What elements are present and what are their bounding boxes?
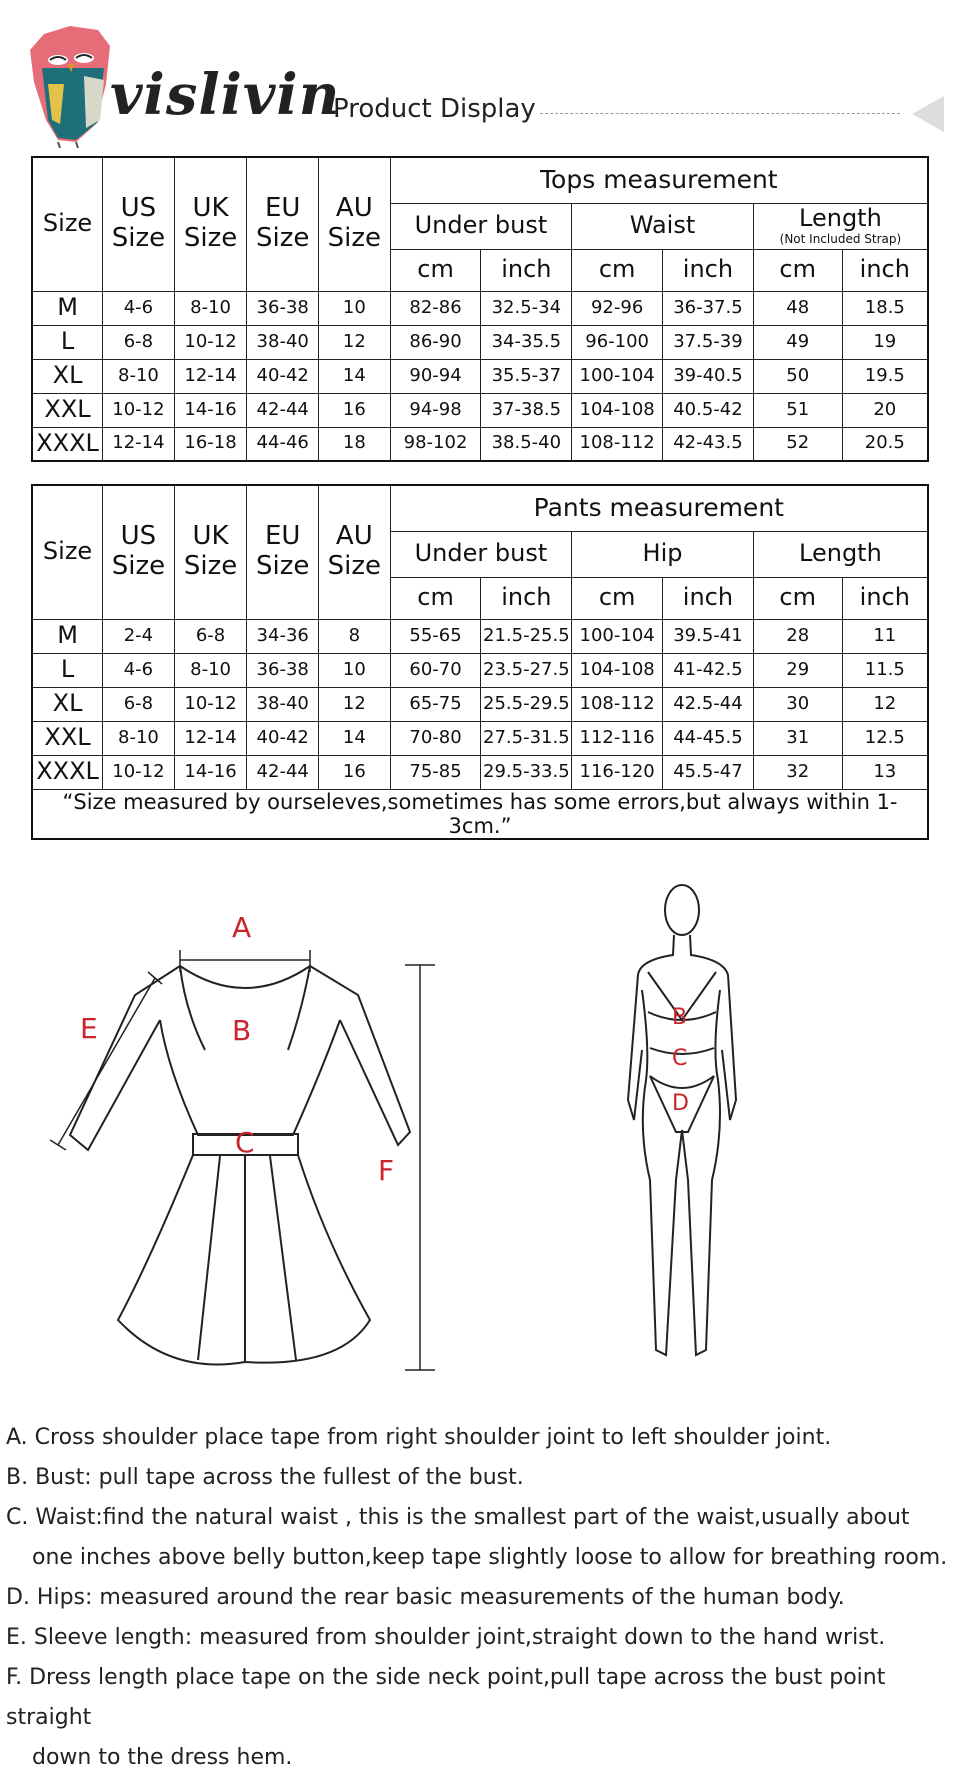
value-cell: 49 xyxy=(753,325,842,359)
value-cell: 37.5-39 xyxy=(663,325,754,359)
value-cell: 42-44 xyxy=(247,755,319,789)
dress-pleats xyxy=(198,1156,296,1362)
table-row xyxy=(32,653,928,687)
size-cell: M xyxy=(32,291,103,325)
value-cell: 11.5 xyxy=(842,653,928,687)
value-cell: 75-85 xyxy=(390,755,481,789)
value-cell: 19.5 xyxy=(842,359,928,393)
size-cell: XXXL xyxy=(32,755,103,789)
instruction-f: F. Dress length place tape on the side neck point,pull tape across the bust point straight xyxy=(6,1665,886,1730)
value-cell: 21.5-25.5 xyxy=(481,619,572,653)
value-cell: 27.5-31.5 xyxy=(481,721,572,755)
value-cell: 42-44 xyxy=(247,393,319,427)
us-size-header: US Size xyxy=(103,485,175,619)
value-cell: 42-43.5 xyxy=(663,427,754,461)
value-cell: 108-112 xyxy=(572,687,663,721)
value-cell: 100-104 xyxy=(572,619,663,653)
value-cell: 48 xyxy=(753,291,842,325)
value-cell: 12-14 xyxy=(174,359,247,393)
unit-cell: inch xyxy=(842,577,928,619)
value-cell: 11 xyxy=(842,619,928,653)
unit-cell: inch xyxy=(481,249,572,291)
pants-size-table xyxy=(31,484,929,840)
measure-e-line xyxy=(50,972,162,1150)
value-cell: 8 xyxy=(319,619,391,653)
size-cell: XL xyxy=(32,359,103,393)
value-cell: 10-12 xyxy=(103,755,175,789)
size-header: Size xyxy=(32,157,103,291)
value-cell: 12 xyxy=(319,325,391,359)
unit-cell: cm xyxy=(390,577,481,619)
value-cell: 10-12 xyxy=(103,393,175,427)
value-cell: 16-18 xyxy=(174,427,247,461)
value-cell: 28 xyxy=(753,619,842,653)
value-cell: 39.5-41 xyxy=(663,619,754,653)
value-cell: 16 xyxy=(319,755,391,789)
measure-a-line xyxy=(180,950,310,972)
size-cell: L xyxy=(32,325,103,359)
value-cell: 36-37.5 xyxy=(663,291,754,325)
body-diagram xyxy=(620,880,760,1400)
dress-diagram xyxy=(40,900,460,1380)
value-cell: 40.5-42 xyxy=(663,393,754,427)
dress-right-sleeve xyxy=(310,966,410,1145)
eu-size-header: EU Size xyxy=(247,157,319,291)
value-cell: 52 xyxy=(753,427,842,461)
value-cell: 90-94 xyxy=(390,359,481,393)
value-cell: 70-80 xyxy=(390,721,481,755)
eu-size-header: EU Size xyxy=(247,485,319,619)
label-e: E xyxy=(80,1012,98,1045)
dress-neckline xyxy=(180,966,310,988)
value-cell: 108-112 xyxy=(572,427,663,461)
value-cell: 50 xyxy=(753,359,842,393)
value-cell: 86-90 xyxy=(390,325,481,359)
value-cell: 60-70 xyxy=(390,653,481,687)
value-cell: 112-116 xyxy=(572,721,663,755)
unit-cell: cm xyxy=(572,577,663,619)
value-cell: 32 xyxy=(753,755,842,789)
value-cell: 18.5 xyxy=(842,291,928,325)
value-cell: 36-38 xyxy=(247,653,319,687)
unit-cell: cm xyxy=(753,577,842,619)
table-row xyxy=(32,325,928,359)
value-cell: 82-86 xyxy=(390,291,481,325)
value-cell: 10-12 xyxy=(174,687,247,721)
value-cell: 12 xyxy=(319,687,391,721)
header-divider xyxy=(540,113,900,114)
size-cell: XXL xyxy=(32,393,103,427)
instruction-b: B. Bust: pull tape across the fullest of the bust. xyxy=(6,1465,524,1490)
value-cell: 31 xyxy=(753,721,842,755)
label-b: B xyxy=(232,1014,252,1047)
size-cell: XL xyxy=(32,687,103,721)
table-row xyxy=(32,291,928,325)
value-cell: 65-75 xyxy=(390,687,481,721)
label-c: C xyxy=(235,1126,255,1159)
value-cell: 13 xyxy=(842,755,928,789)
us-size-header: US Size xyxy=(103,157,175,291)
value-cell: 34-35.5 xyxy=(481,325,572,359)
value-cell: 14-16 xyxy=(174,393,247,427)
uk-size-header: UK Size xyxy=(174,157,247,291)
value-cell: 44-46 xyxy=(247,427,319,461)
table-row xyxy=(32,687,928,721)
header xyxy=(0,0,960,150)
body-torso-legs xyxy=(642,990,720,1355)
value-cell: 92-96 xyxy=(572,291,663,325)
value-cell: 35.5-37 xyxy=(481,359,572,393)
value-cell: 2-4 xyxy=(103,619,175,653)
value-cell: 14 xyxy=(319,721,391,755)
under-bust-header: Under bust xyxy=(390,203,572,249)
under-bust-header: Under bust xyxy=(390,531,572,577)
value-cell: 14 xyxy=(319,359,391,393)
value-cell: 32.5-34 xyxy=(481,291,572,325)
length-header: Length (Not Included Strap) xyxy=(753,203,928,249)
pants-rows xyxy=(32,619,928,789)
value-cell: 29.5-33.5 xyxy=(481,755,572,789)
value-cell: 19 xyxy=(842,325,928,359)
table-row xyxy=(32,393,928,427)
unit-cell: inch xyxy=(481,577,572,619)
length-header: Length xyxy=(753,531,928,577)
value-cell: 16 xyxy=(319,393,391,427)
value-cell: 116-120 xyxy=(572,755,663,789)
value-cell: 14-16 xyxy=(174,755,247,789)
unit-cell: inch xyxy=(842,249,928,291)
body-head xyxy=(665,885,699,935)
value-cell: 12-14 xyxy=(174,721,247,755)
unit-cell: cm xyxy=(390,249,481,291)
table-row xyxy=(32,427,928,461)
page-subtitle: Product Display xyxy=(333,94,536,124)
label-a: A xyxy=(232,911,252,944)
value-cell: 100-104 xyxy=(572,359,663,393)
value-cell: 36-38 xyxy=(247,291,319,325)
table-row xyxy=(32,359,928,393)
value-cell: 10-12 xyxy=(174,325,247,359)
label-f: F xyxy=(378,1154,395,1187)
value-cell: 4-6 xyxy=(103,291,175,325)
measure-f-line xyxy=(405,965,435,1370)
size-cell: XXL xyxy=(32,721,103,755)
value-cell: 12 xyxy=(842,687,928,721)
value-cell: 37-38.5 xyxy=(481,393,572,427)
value-cell: 6-8 xyxy=(103,325,175,359)
value-cell: 12-14 xyxy=(103,427,175,461)
uk-size-header: UK Size xyxy=(174,485,247,619)
au-size-header: AU Size xyxy=(319,157,391,291)
instruction-a: A. Cross shoulder place tape from right shoulder joint to left shoulder joint. xyxy=(6,1425,832,1450)
instruction-c-cont: one inches above belly button,keep tape slightly loose to allow for breathing room. xyxy=(32,1545,948,1570)
value-cell: 12.5 xyxy=(842,721,928,755)
value-cell: 23.5-27.5 xyxy=(481,653,572,687)
unit-cell: inch xyxy=(663,249,754,291)
value-cell: 34-36 xyxy=(247,619,319,653)
value-cell: 8-10 xyxy=(174,291,247,325)
value-cell: 98-102 xyxy=(390,427,481,461)
unit-cell: inch xyxy=(663,577,754,619)
value-cell: 20 xyxy=(842,393,928,427)
size-header: Size xyxy=(32,485,103,619)
value-cell: 29 xyxy=(753,653,842,687)
value-cell: 51 xyxy=(753,393,842,427)
table-row xyxy=(32,721,928,755)
dress-left-sleeve xyxy=(70,966,180,1150)
value-cell: 40-42 xyxy=(247,359,319,393)
pants-section-title: Pants measurement xyxy=(390,485,928,531)
value-cell: 104-108 xyxy=(572,393,663,427)
value-cell: 38-40 xyxy=(247,687,319,721)
value-cell: 10 xyxy=(319,653,391,687)
value-cell: 4-6 xyxy=(103,653,175,687)
owl-logo-icon xyxy=(24,24,116,148)
hip-header: Hip xyxy=(572,531,754,577)
triangle-icon xyxy=(912,96,944,132)
value-cell: 42.5-44 xyxy=(663,687,754,721)
value-cell: 6-8 xyxy=(103,687,175,721)
value-cell: 41-42.5 xyxy=(663,653,754,687)
value-cell: 94-98 xyxy=(390,393,481,427)
value-cell: 39-40.5 xyxy=(663,359,754,393)
label-d: D xyxy=(672,1091,689,1116)
instruction-e: E. Sleeve length: measured from shoulder joint,straight down to the hand wrist. xyxy=(6,1625,886,1650)
instruction-c: C. Waist:find the natural waist , this is the smallest part of the waist,usually about xyxy=(6,1505,910,1530)
size-cell: XXXL xyxy=(32,427,103,461)
value-cell: 8-10 xyxy=(174,653,247,687)
unit-cell: cm xyxy=(753,249,842,291)
value-cell: 8-10 xyxy=(103,721,175,755)
value-cell: 20.5 xyxy=(842,427,928,461)
label-c: C xyxy=(672,1046,688,1071)
tops-rows xyxy=(32,291,928,461)
value-cell: 38.5-40 xyxy=(481,427,572,461)
unit-cell: cm xyxy=(572,249,663,291)
value-cell: 40-42 xyxy=(247,721,319,755)
value-cell: 38-40 xyxy=(247,325,319,359)
tops-section-title: Tops measurement xyxy=(390,157,928,203)
table-row xyxy=(32,755,928,789)
value-cell: 45.5-47 xyxy=(663,755,754,789)
measuring-instructions xyxy=(6,1418,956,1778)
instruction-d: D. Hips: measured around the rear basic measurements of the human body. xyxy=(6,1585,845,1610)
value-cell: 8-10 xyxy=(103,359,175,393)
brand-name: vislivin xyxy=(110,62,341,128)
value-cell: 55-65 xyxy=(390,619,481,653)
size-cell: L xyxy=(32,653,103,687)
value-cell: 44-45.5 xyxy=(663,721,754,755)
measurement-note: “Size measured by ourseleves,sometimes has some errors,but always within 1-3cm.” xyxy=(32,789,928,839)
value-cell: 25.5-29.5 xyxy=(481,687,572,721)
value-cell: 96-100 xyxy=(572,325,663,359)
value-cell: 18 xyxy=(319,427,391,461)
waist-header: Waist xyxy=(572,203,754,249)
size-cell: M xyxy=(32,619,103,653)
table-row xyxy=(32,619,928,653)
tops-size-table xyxy=(31,156,929,462)
instruction-f-cont: down to the dress hem. xyxy=(32,1745,293,1770)
value-cell: 30 xyxy=(753,687,842,721)
value-cell: 6-8 xyxy=(174,619,247,653)
label-b: B xyxy=(672,1005,688,1030)
au-size-header: AU Size xyxy=(319,485,391,619)
value-cell: 10 xyxy=(319,291,391,325)
value-cell: 104-108 xyxy=(572,653,663,687)
